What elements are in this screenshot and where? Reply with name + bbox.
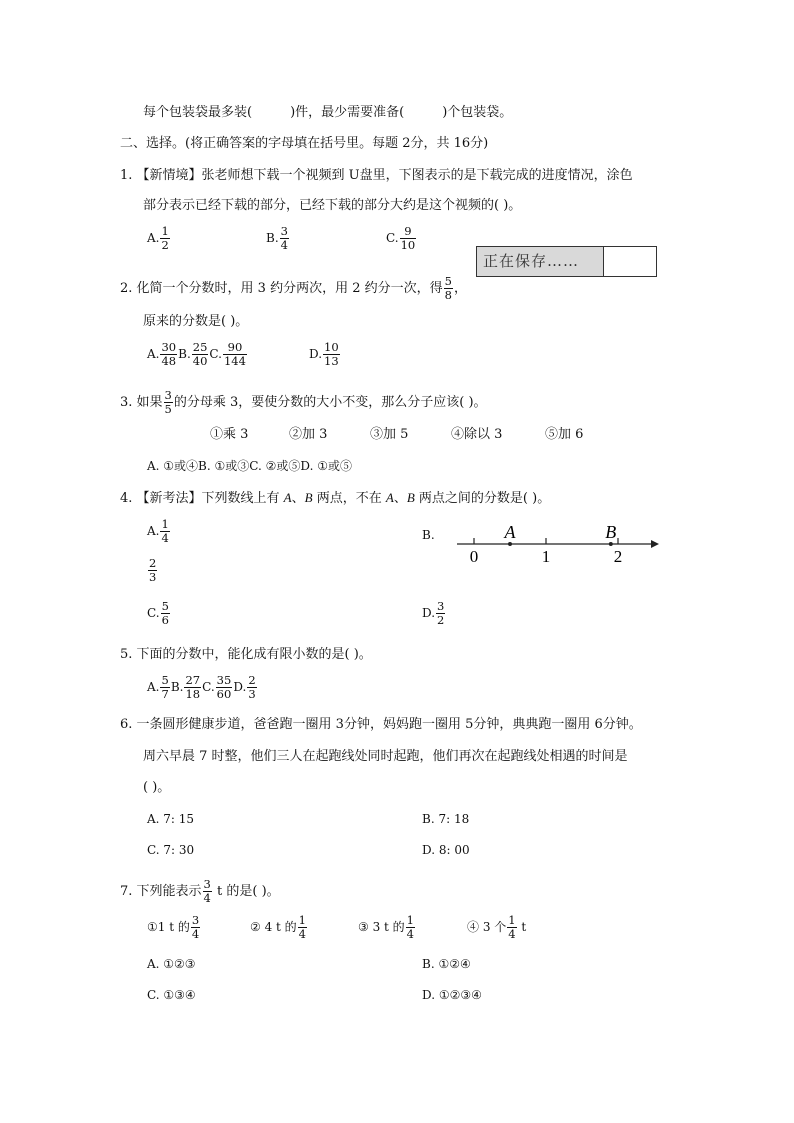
- q6-option-a[interactable]: A. 7: 15: [147, 812, 195, 826]
- point-a: [508, 542, 512, 546]
- point-b: [609, 542, 613, 546]
- q7-item-1: ①1 t 的 $\frac{3}{4}$: [147, 913, 200, 941]
- q4-option-b[interactable]: B.: [422, 528, 435, 542]
- previous-question-tail: 每个包装袋最多装( )件，最少需要准备( )个包装袋。: [143, 105, 513, 120]
- fraction: $\frac{3}{4}$: [203, 877, 211, 905]
- q4-option-b-value: $\frac{2}{3}$: [149, 556, 157, 584]
- fraction: $\frac{9}{10}$: [400, 224, 416, 252]
- q2-options[interactable]: A. $\frac{30}{48}$ B. $\frac{25}{40}$ C. $\frac{90}{144}$: [147, 340, 246, 368]
- section-title: 二、选择。(将正确答案的字母填在括号里。每题 2分，共 16分): [120, 136, 489, 151]
- q3-line1: 3. 如果 $\frac{3}{5}$ 的分母乘 3，要使分数的大小不变，那么分子应该( )。: [120, 388, 487, 416]
- q7-option-a[interactable]: A. ①②③: [147, 957, 196, 971]
- fraction: $\frac{1}{2}$: [161, 224, 169, 252]
- q7-option-d[interactable]: D. ①②③④: [422, 988, 482, 1002]
- q7-item-2: ② 4 t 的 $\frac{1}{4}$: [250, 913, 306, 941]
- q6-option-d[interactable]: D. 8: 00: [422, 843, 470, 857]
- q7-item-4: ④ 3 个 $\frac{1}{4}$ t: [467, 913, 527, 941]
- fraction: $\frac{5}{8}$: [444, 274, 452, 302]
- q5-line1: 5. 下面的分数中，能化成有限小数的是( )。: [120, 647, 372, 662]
- q7-option-b[interactable]: B. ①②④: [422, 957, 471, 971]
- q7-option-c[interactable]: C. ①③④: [147, 988, 196, 1002]
- progress-fill: 正在保存……: [477, 247, 604, 276]
- q1-option-c[interactable]: C. $\frac{9}{10}$: [386, 224, 416, 252]
- q7-line1: 7. 下列能表示 $\frac{3}{4}$ t 的是( )。: [120, 877, 280, 905]
- q3-choice-1: ①乘 3: [210, 427, 249, 442]
- q1-line2: 部分表示已经下载的部分，已经下载的部分大约是这个视频的( )。: [143, 198, 522, 213]
- q2-line2: 原来的分数是( )。: [143, 314, 249, 329]
- fraction: $\frac{3}{5}$: [164, 388, 172, 416]
- q7-item-3: ③ 3 t 的 $\frac{1}{4}$: [358, 913, 414, 941]
- q3-options[interactable]: A. ①或④B. ①或③C. ②或⑤D. ①或⑤: [147, 459, 352, 473]
- q4-option-c[interactable]: C. $\frac{5}{6}$: [147, 599, 169, 627]
- arrow-icon: [651, 540, 659, 548]
- tick-label: 1: [541, 547, 551, 566]
- q3-choice-2: ②加 3: [289, 427, 328, 442]
- fraction: $\frac{3}{4}$: [280, 224, 288, 252]
- q5-options[interactable]: A. $\frac{5}{7}$ B. $\frac{27}{18}$ C. $\frac{35}{60}$ D. $\frac{2}{3}$: [147, 673, 256, 701]
- q3-choice-5: ⑤加 6: [545, 427, 584, 442]
- q4-line1: 4. 【新考法】下列数线上有 A、B 两点，不在 A、B 两点之间的分数是( )。: [120, 490, 551, 506]
- q6-line1: 6. 一条圆形健康步道，爸爸跑一圈用 3分钟，妈妈跑一圈用 5分钟，典典跑一圈用 6分钟。: [120, 717, 642, 732]
- download-progress-bar: [476, 246, 657, 277]
- q2-line1: 2. 化简一个分数时，用 3 约分两次，用 2 约分一次，得 $\frac{5}{8}$ ，: [120, 274, 467, 302]
- q2-option-d[interactable]: D. $\frac{10}{13}$: [309, 340, 339, 368]
- q6-option-b[interactable]: B. 7: 18: [422, 812, 470, 826]
- q1-option-a[interactable]: A. $\frac{1}{2}$: [147, 224, 169, 252]
- tick-label: 0: [469, 547, 479, 566]
- q6-line2: 周六早晨 7 时整，他们三人在起跑线处同时起跑，他们再次在起跑线处相遇的时间是: [143, 749, 628, 764]
- q1-option-b[interactable]: B. $\frac{3}{4}$: [266, 224, 288, 252]
- number-line: [455, 520, 665, 568]
- q4-option-d[interactable]: D. $\frac{3}{2}$: [422, 599, 445, 627]
- q6-line3: ( )。: [143, 780, 171, 795]
- point-label-b: B: [605, 522, 617, 542]
- q4-option-a[interactable]: A. $\frac{1}{4}$: [147, 517, 169, 545]
- tick-label: 2: [613, 547, 623, 566]
- q1-line1: 1. 【新情境】张老师想下载一个视频到 U盘里，下图表示的是下载完成的进度情况，涂色: [120, 168, 633, 183]
- point-label-a: A: [504, 522, 516, 542]
- q3-choice-3: ③加 5: [370, 427, 409, 442]
- q6-option-c[interactable]: C. 7: 30: [147, 843, 195, 857]
- q3-choice-4: ④除以 3: [451, 427, 503, 442]
